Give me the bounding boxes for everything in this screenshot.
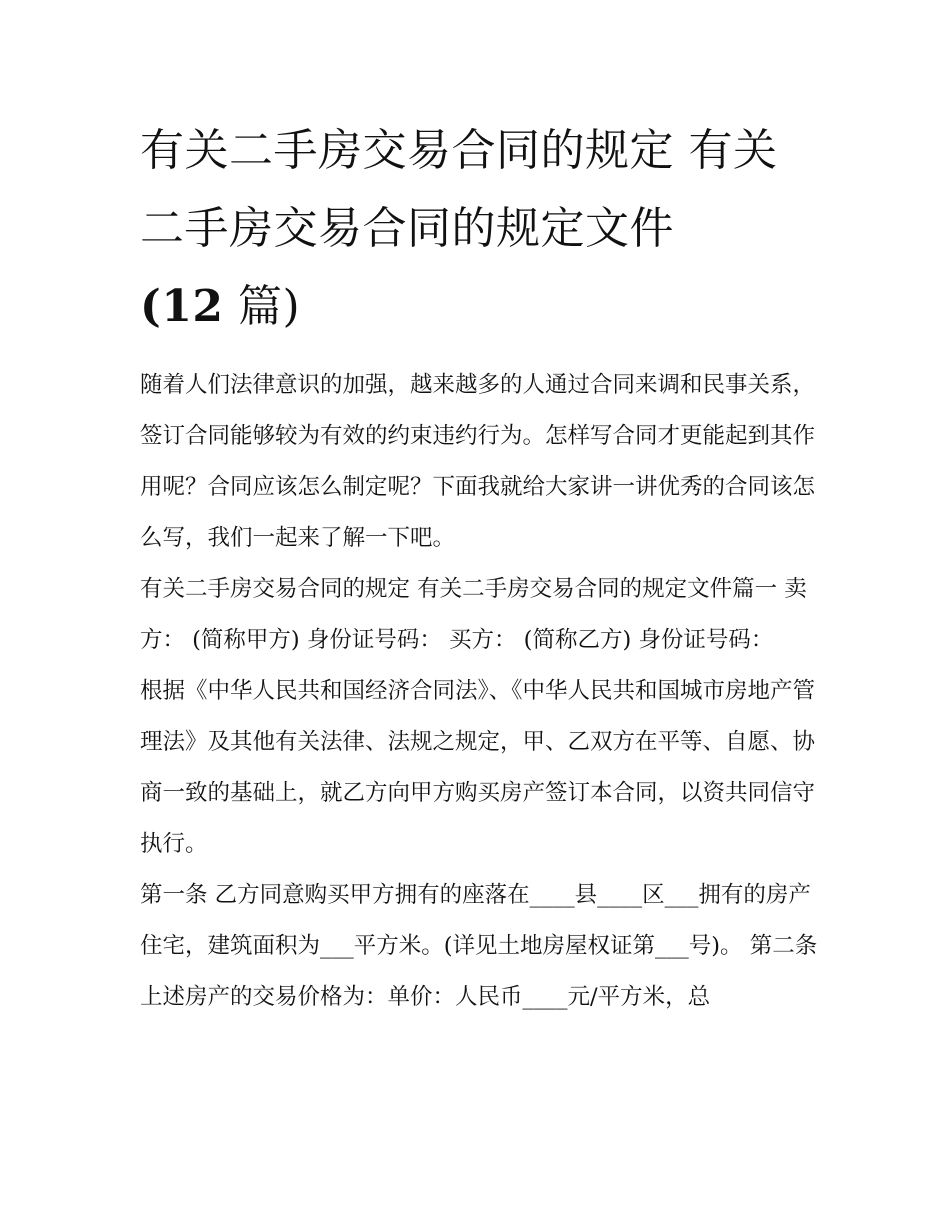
price-paragraph: 上述房产的交易价格为：单价：人民币____元/平方米，总 [140,984,711,1010]
contract-header-paragraph: 有关二手房交易合同的规定 有关二手房交易合同的规定文件篇一 卖方： (简称甲方) 身份证号码： 买方： (简称乙方) 身份证号码： [140,576,807,653]
intro-paragraph: 随着人们法律意识的加强，越来越多的人通过合同来调和民事关系，签订合同能够较为有效的约束违约行为。怎样写合同才更能起到其作用呢？合同应该怎么制定呢？下面我就给大家讲一讲优秀的合同该怎么写，我们一起来了解一下吧。 [140,372,816,551]
document-title [140,112,820,346]
article-one-paragraph: 第一条 乙方同意购买甲方拥有的座落在____县____区___拥有的房产住宅，建筑面积为___平方米。(详见土地房屋权证第___号)。 第二条 [140,882,818,959]
title-suffix: 篇) [223,281,301,332]
legal-basis-paragraph: 根据《中华人民共和国经济合同法》、《中华人民共和国城市房地产管理法》及其他有关法律、法规之规定，甲、乙双方在平等、自愿、协商一致的基础上，就乙方向甲方购买房产签订本合同，以资共同信守执行。 [140,678,816,857]
document-body [140,112,820,1023]
title-text: 有关二手房交易合同的规定 有关二手房交易合同的规定文件 [140,125,778,254]
title-count: (12 [140,281,224,332]
